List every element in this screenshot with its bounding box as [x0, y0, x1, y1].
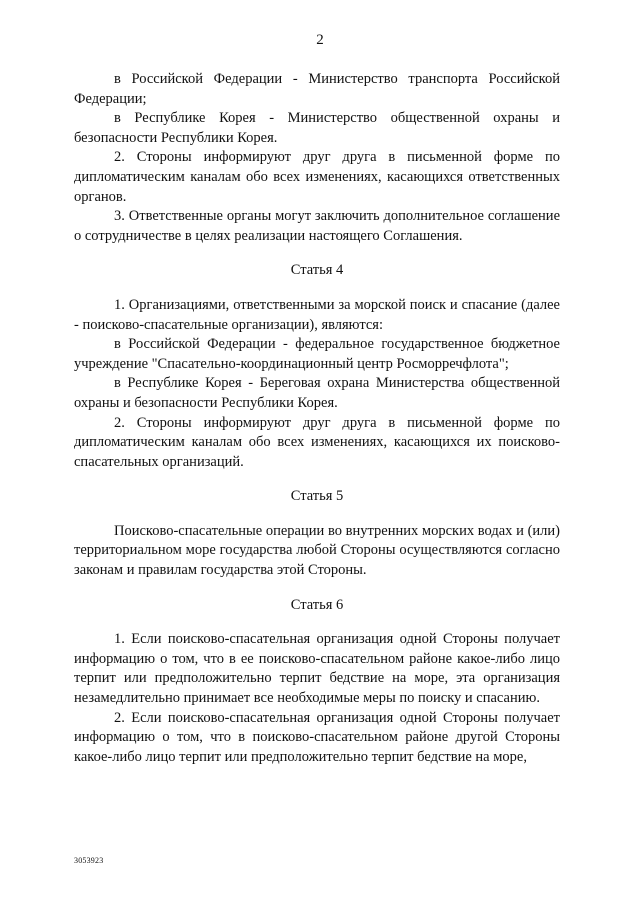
paragraph: 1. Если поисково-спасательная организация одной Стороны получает информацию о том, что в ее поисково-спасательном районе какое-либо лицо терпит или предположительно терпит бедствие на море, эта организация незамедлительно принимает все необходимые меры по поиску и спасанию.: [74, 631, 560, 707]
article-heading: Статья 6: [290, 596, 344, 613]
paragraph: в Республике Корея - Министерство общественной охраны и безопасности Республики Корея.: [74, 110, 560, 146]
paragraph: 3. Ответственные органы могут заключить дополнительное соглашение о сотрудничестве в целях реализации настоящего Соглашения.: [74, 208, 560, 244]
paragraph: 2. Если поисково-спасательная организация одной Стороны получает информацию о том, что в поисково-спасательном районе другой Стороны какое-либо лицо терпит или предположительно терпит бедствие на море,: [74, 709, 560, 765]
page-number: 2: [316, 32, 324, 48]
paragraph: 2. Стороны информируют друг друга в письменной форме по дипломатическим каналам обо всех изменениях, касающихся их поисково-спасательных организаций.: [74, 414, 560, 470]
paragraph: Поисково-спасательные операции во внутренних морских водах и (или) территориальном море государства любой Стороны осуществляются согласно законам и правилам государства этой Стороны.: [74, 522, 560, 579]
document-code: 3053923: [74, 856, 104, 865]
article-heading: Статья 5: [290, 488, 344, 505]
article-heading: Статья 4: [290, 262, 344, 279]
paragraph: в Российской Федерации - федеральное государственное бюджетное учреждение "Спасательно-координационный центр Росморречфлота";: [74, 336, 560, 372]
paragraph: в Республике Корея - Береговая охрана Министерства общественной охраны и безопасности Республики Корея.: [74, 375, 560, 411]
paragraph: в Российской Федерации - Министерство транспорта Российской Федерации;: [74, 71, 560, 107]
document-body: [74, 70, 560, 767]
paragraph: 2. Стороны информируют друг друга в письменной форме по дипломатическим каналам обо всех изменениях, касающихся ответственных органов.: [74, 149, 560, 205]
paragraph: 1. Организациями, ответственными за морской поиск и спасание (далее - поисково-спасательные организации), являются:: [74, 296, 560, 333]
